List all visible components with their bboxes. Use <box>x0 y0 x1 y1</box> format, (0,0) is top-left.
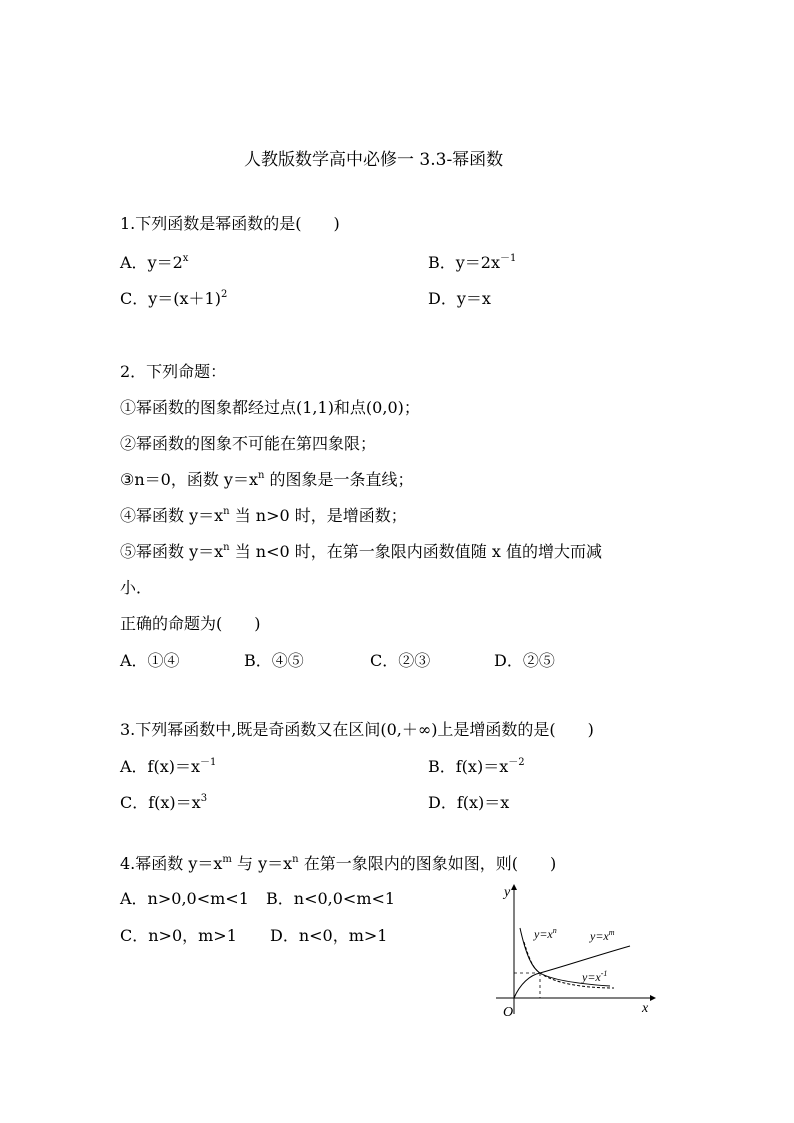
q2-option-d: D．②⑤ <box>494 651 555 670</box>
curve-n-label <box>533 926 557 941</box>
q3-option-a <box>120 757 216 777</box>
q2-statement-2: ②幂函数的图象不可能在第四象限； <box>120 434 377 453</box>
curve-inv-label-sup: -1 <box>600 969 608 978</box>
q1-option-a <box>120 253 188 273</box>
x-axis-label: x <box>642 1001 649 1016</box>
page-title: 人教版数学高中必修一 3.3-幂函数 <box>244 150 504 170</box>
q2-s4-part-a: ④幂函数 y＝x <box>120 506 224 525</box>
q2-statement-3 <box>120 470 414 490</box>
q4-stem-sup-m: m <box>222 854 232 865</box>
q2-ask: 正确的命题为( ) <box>120 614 261 633</box>
y-axis-label: y <box>504 885 511 900</box>
q3-b-text: B．f(x)＝x <box>428 757 509 776</box>
q4-option-b: B．n<0,0<m<1 <box>266 889 396 908</box>
q1-a-text: y＝2 <box>147 253 183 272</box>
q3-option-d: D．f(x)＝x <box>428 793 510 812</box>
q2-statement-4 <box>120 506 407 526</box>
q3-stem: 3.下列幂函数中,既是奇函数又在区间(0,＋∞)上是增函数的是( ) <box>120 720 594 739</box>
q3-a-text: A．f(x)＝x <box>120 757 201 776</box>
q2-s4-part-b: 当 n>0 时，是增函数； <box>229 506 407 525</box>
q2-option-b: B．④⑤ <box>244 651 304 670</box>
q1-c-text: y＝(x＋1) <box>148 289 221 308</box>
q3-c-sup: 3 <box>200 793 208 804</box>
q4-option-c: C．n>0，m>1 <box>120 926 237 945</box>
q3-option-c <box>120 793 207 813</box>
q4-stem-part-b: 与 y＝x <box>231 854 293 873</box>
q1-d-label: D． <box>428 289 457 308</box>
curve-n-label-text: y=x <box>534 927 553 941</box>
curve-inv-label-text: y=x <box>582 970 601 984</box>
q2-s5-sup: n <box>223 542 230 553</box>
curve-m-label <box>589 928 615 943</box>
q2-statement-5 <box>120 542 602 562</box>
q1-a-label: A． <box>120 253 148 272</box>
q2-option-a: A．①④ <box>120 651 180 670</box>
curve-x-power-m <box>514 946 630 998</box>
q4-option-d: D．n<0，m>1 <box>270 926 388 945</box>
y-axis-arrow <box>511 884 517 890</box>
q2-s3-part-a: ③n＝0，函数 y＝x <box>120 470 258 489</box>
q4-stem <box>120 854 556 874</box>
q2-option-c: C．②③ <box>370 651 431 670</box>
q1-option-d <box>428 289 491 309</box>
q3-a-sup: －1 <box>200 757 217 768</box>
q4-power-function-graph <box>490 880 660 1020</box>
q2-statement-5-continued: 小． <box>120 578 153 597</box>
q1-b-label: B． <box>428 253 456 272</box>
q3-option-b <box>428 757 525 777</box>
q4-stem-sup-n: n <box>292 854 299 865</box>
q1-c-label: C． <box>120 289 149 308</box>
curve-m-label-text: y=x <box>590 929 609 943</box>
q1-b-text: y＝2x <box>455 253 501 272</box>
origin-label: O <box>503 1005 514 1020</box>
q4-option-a: A．n>0,0<m<1 <box>120 889 249 908</box>
q2-s3-part-b: 的图象是一条直线； <box>264 470 414 489</box>
curve-inv-label <box>581 969 607 984</box>
q1-a-sup: x <box>182 253 189 264</box>
q3-b-sup: －2 <box>508 757 525 768</box>
q2-s5-part-b: 当 n<0 时，在第一象限内函数值随 x 值的增大而减 <box>229 542 602 561</box>
q1-stem: 1.下列函数是幂函数的是( ) <box>120 214 340 233</box>
q4-stem-part-c: 在第一象限内的图象如图，则( ) <box>298 854 557 873</box>
q2-s4-sup: n <box>223 506 230 517</box>
q2-stem: 2．下列命题： <box>120 362 227 381</box>
q1-c-sup: 2 <box>220 289 228 300</box>
q2-s3-sup: n <box>257 470 265 481</box>
q1-option-b <box>428 253 516 273</box>
q1-d-text: y＝x <box>456 289 491 308</box>
q3-c-text: C．f(x)＝x <box>120 793 201 812</box>
curve-m-label-sup: m <box>608 928 615 937</box>
q1-b-sup: －1 <box>500 253 517 264</box>
q4-stem-part-a: 4.幂函数 y＝x <box>120 854 223 873</box>
x-axis-arrow <box>650 995 656 1001</box>
q1-option-c <box>120 289 227 309</box>
curve-n-label-sup: n <box>552 926 557 935</box>
q2-s5-part-a: ⑤幂函数 y＝x <box>120 542 224 561</box>
q2-statement-1: ①幂函数的图象都经过点(1,1)和点(0,0)； <box>120 398 420 417</box>
